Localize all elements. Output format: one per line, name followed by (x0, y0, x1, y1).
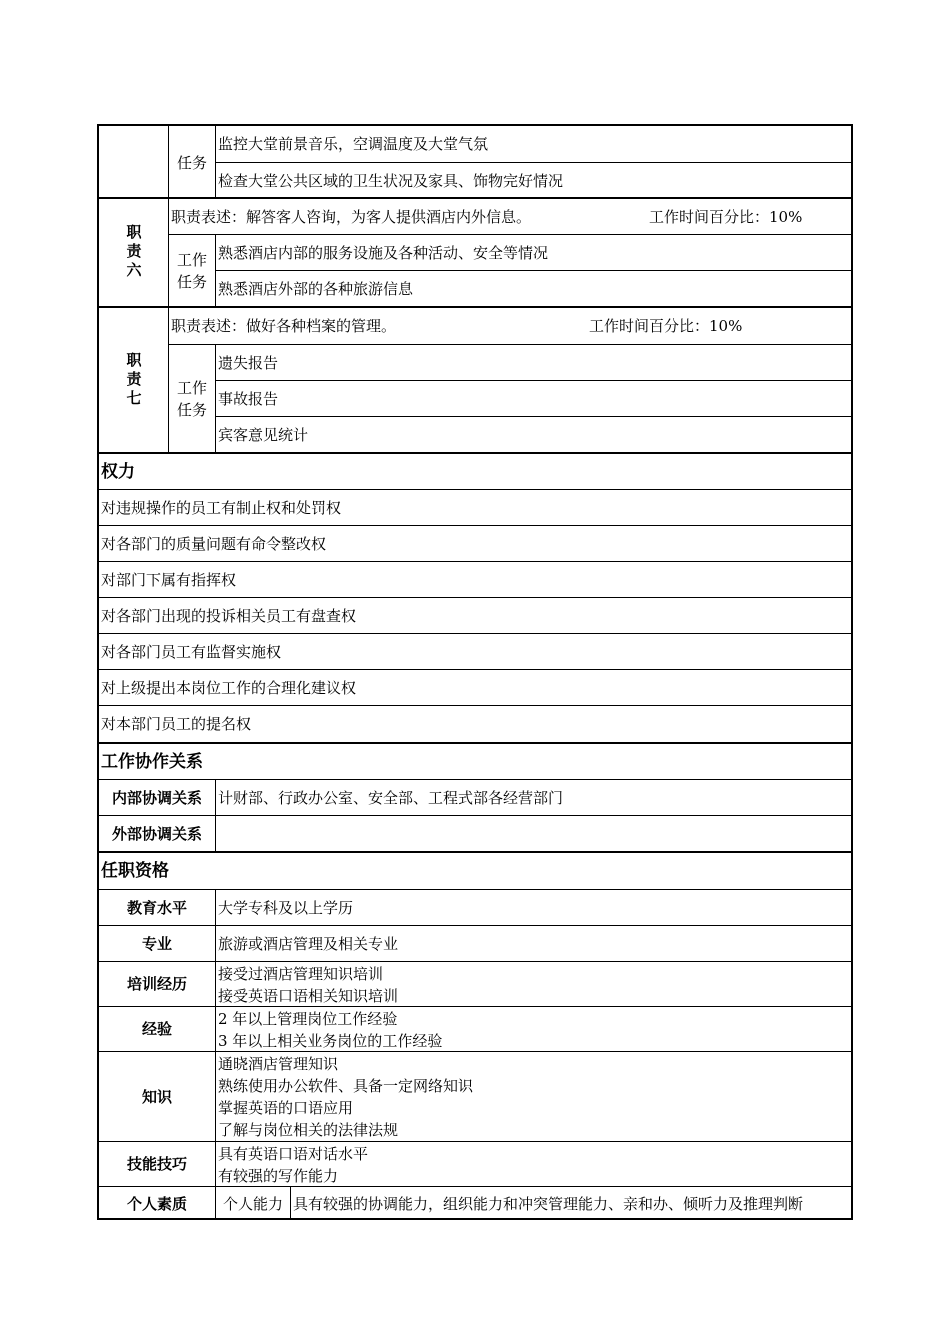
knowledge-line: 了解与岗位相关的法律法规 (218, 1121, 399, 1139)
skills-value (215, 1141, 853, 1186)
major-value: 旅游或酒店管理及相关专业 (215, 925, 853, 961)
task-row: 宾客意见统计 (215, 416, 853, 452)
duty-continuation-label-cell (99, 126, 168, 199)
duty-continuation-block (97, 124, 853, 197)
cooperation-section (97, 742, 853, 851)
skills-line: 有较强的写作能力 (218, 1167, 339, 1185)
knowledge-value (215, 1051, 853, 1141)
authority-item: 对违规操作的员工有制止权和处罚权 (99, 489, 853, 525)
task-row: 检查大堂公共区域的卫生状况及家具、饰物完好情况 (215, 162, 853, 199)
training-line: 接受过酒店管理知识培训 (218, 965, 384, 983)
duty-seven-desc-row (168, 308, 853, 344)
external-coordination-label: 外部协调关系 (99, 815, 215, 851)
training-value (215, 961, 853, 1006)
authority-item: 对部门下属有指挥权 (99, 561, 853, 597)
task-label: 任务 (168, 126, 215, 199)
training-line: 接受英语口语相关知识培训 (218, 987, 399, 1005)
task-row: 熟悉酒店外部的各种旅游信息 (215, 270, 853, 306)
duty-six-block (97, 197, 853, 306)
personal-ability-label: 个人能力 (215, 1186, 290, 1220)
authority-item: 对各部门出现的投诉相关员工有盘查权 (99, 597, 853, 633)
duty-seven-block (97, 306, 853, 452)
authority-item: 对上级提出本岗位工作的合理化建议权 (99, 669, 853, 705)
task-row: 熟悉酒店内部的服务设施及各种活动、安全等情况 (215, 234, 853, 270)
duty-seven-desc: 职责表述：做好各种档案的管理。 (171, 317, 397, 335)
task-row: 监控大堂前景音乐，空调温度及大堂气氛 (215, 126, 853, 162)
duty-seven-task-label (168, 344, 215, 452)
education-value: 大学专科及以上学历 (215, 889, 853, 925)
experience-value (215, 1006, 853, 1051)
task-row: 事故报告 (215, 380, 853, 416)
job-description-sheet (97, 124, 853, 1220)
duty-six-task-label (168, 234, 215, 306)
external-coordination-value (215, 815, 853, 851)
duty-seven-label-cell (99, 308, 168, 452)
internal-coordination-label: 内部协调关系 (99, 779, 215, 815)
knowledge-line: 熟练使用办公软件、具备一定网络知识 (218, 1077, 474, 1095)
task-row: 遗失报告 (215, 344, 853, 380)
knowledge-line: 掌握英语的口语应用 (218, 1099, 354, 1117)
knowledge-label: 知识 (99, 1051, 215, 1141)
duty-seven-label: 职责七 (124, 351, 143, 409)
duty-six-task-label-text: 工作任务 (176, 250, 207, 291)
duty-six-desc-row (168, 199, 853, 234)
authority-item: 对各部门员工有监督实施权 (99, 633, 853, 669)
cooperation-title: 工作协作关系 (101, 751, 203, 772)
duty-six-label-cell (99, 199, 168, 306)
authority-title: 权力 (101, 461, 135, 482)
duty-six-label: 职责六 (124, 224, 143, 281)
education-label: 教育水平 (99, 889, 215, 925)
duty-six-pct: 工作时间百分比：10% (649, 207, 803, 226)
duty-seven-task-label-text: 工作任务 (176, 378, 207, 419)
authority-section (97, 452, 853, 742)
experience-label: 经验 (99, 1006, 215, 1051)
authority-item: 对本部门员工的提名权 (99, 705, 853, 742)
qualification-section (97, 851, 853, 1220)
authority-item: 对各部门的质量问题有命令整改权 (99, 525, 853, 561)
personal-ability-value: 具有较强的协调能力，组织能力和冲突管理能力、亲和办、倾听力及推理判断 (290, 1186, 853, 1220)
qualification-title: 任职资格 (101, 861, 169, 881)
duty-seven-pct: 工作时间百分比：10% (589, 317, 743, 335)
duty-six-desc: 职责表述：解答客人咨询，为客人提供酒店内外信息。 (171, 207, 532, 226)
internal-coordination-value: 计财部、行政办公室、安全部、工程式部各经营部门 (215, 779, 853, 815)
personal-quality-label: 个人素质 (99, 1186, 215, 1220)
skills-label: 技能技巧 (99, 1141, 215, 1186)
training-label: 培训经历 (99, 961, 215, 1006)
experience-line: 3 年以上相关业务岗位的工作经验 (218, 1032, 443, 1050)
major-label: 专业 (99, 925, 215, 961)
experience-line: 2 年以上管理岗位工作经验 (218, 1010, 398, 1028)
knowledge-line: 通晓酒店管理知识 (218, 1055, 339, 1073)
skills-line: 具有英语口语对话水平 (218, 1145, 369, 1163)
